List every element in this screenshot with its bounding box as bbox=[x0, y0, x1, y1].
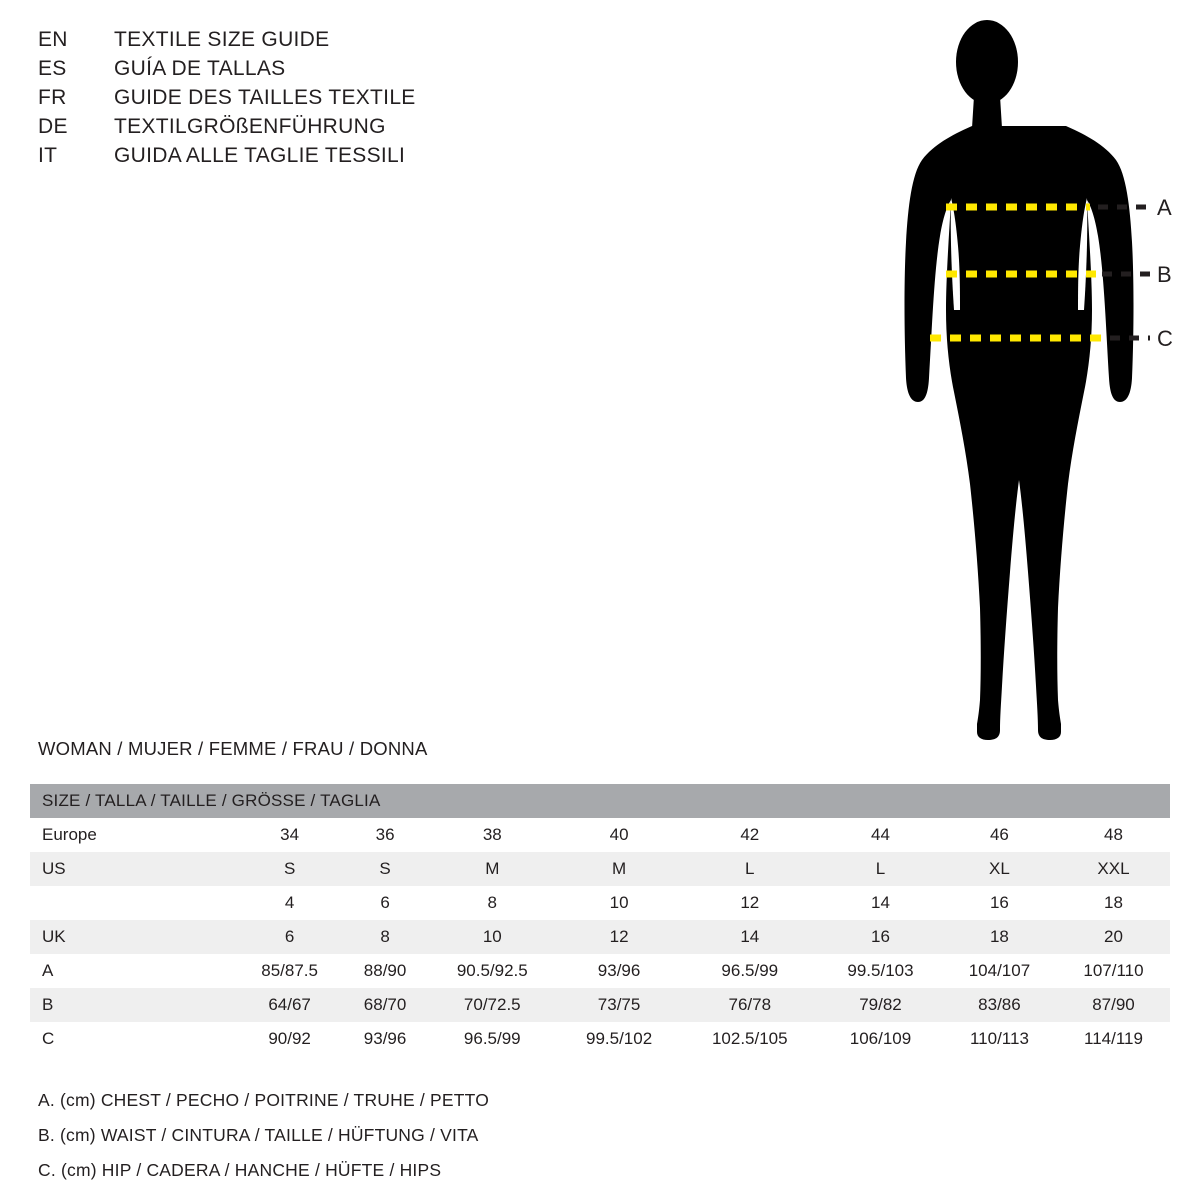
section-caption-woman: WOMAN / MUJER / FEMME / FRAU / DONNA bbox=[38, 738, 428, 759]
cell: XL bbox=[989, 859, 1010, 878]
cell: 42 bbox=[740, 825, 760, 844]
title-text-fr: GUIDE DES TAILLES TEXTILE bbox=[114, 86, 416, 109]
table-row bbox=[30, 818, 1170, 852]
cell: 64/67 bbox=[268, 995, 311, 1014]
table-row bbox=[30, 988, 1170, 1022]
cell: 93/96 bbox=[597, 961, 641, 980]
cell: 114/119 bbox=[1084, 1029, 1143, 1048]
cell: 99.5/103 bbox=[847, 961, 914, 980]
title-text-it: GUIDA ALLE TAGLIE TESSILI bbox=[114, 144, 406, 167]
cell: 34 bbox=[280, 825, 300, 844]
cell: 104/107 bbox=[968, 961, 1031, 980]
cell: 48 bbox=[1104, 825, 1123, 844]
cell: 36 bbox=[375, 825, 395, 844]
body-figure-diagram bbox=[850, 10, 1190, 750]
cell: 38 bbox=[482, 825, 502, 844]
cell: 90.5/92.5 bbox=[456, 961, 528, 980]
marker-label-c: C bbox=[1157, 326, 1173, 351]
row-label-us-numeric bbox=[30, 886, 236, 920]
marker-label-b: B bbox=[1157, 262, 1172, 287]
cell: 14 bbox=[740, 927, 760, 946]
table-row bbox=[30, 920, 1170, 954]
cell: 107/110 bbox=[1083, 961, 1144, 980]
cell: 18 bbox=[1104, 893, 1123, 912]
title-row-it bbox=[38, 144, 558, 168]
cell: 6 bbox=[284, 927, 295, 946]
title-row-en bbox=[38, 28, 558, 52]
cell: 8 bbox=[380, 927, 390, 946]
cell: 16 bbox=[871, 927, 890, 946]
cell: 106/109 bbox=[849, 1029, 912, 1048]
cell: 10 bbox=[482, 927, 502, 946]
cell: 20 bbox=[1104, 927, 1123, 946]
cell: S bbox=[379, 859, 391, 878]
row-label-b: B bbox=[42, 995, 54, 1014]
title-row-de bbox=[38, 115, 558, 139]
row-label-uk: UK bbox=[42, 927, 66, 946]
cell: 46 bbox=[989, 825, 1009, 844]
cell: 87/90 bbox=[1092, 995, 1135, 1014]
cell: 4 bbox=[284, 893, 295, 912]
cell: 110/113 bbox=[969, 1029, 1029, 1048]
marker-label-a: A bbox=[1157, 195, 1172, 220]
cell: 18 bbox=[989, 927, 1009, 946]
title-text-es: GUÍA DE TALLAS bbox=[114, 57, 286, 80]
female-body-silhouette-icon bbox=[850, 10, 1190, 750]
language-code-es: ES bbox=[38, 57, 67, 80]
cell: 83/86 bbox=[978, 995, 1021, 1014]
row-label-us: US bbox=[42, 859, 66, 878]
cell: 85/87.5 bbox=[261, 961, 318, 980]
legend-item-a: A. (cm) CHEST / PECHO / POITRINE / TRUHE / PETTO bbox=[38, 1090, 490, 1110]
row-label-europe: Europe bbox=[42, 825, 97, 844]
table-header-label: SIZE / TALLA / TAILLE / GRÖSSE / TAGLIA bbox=[42, 791, 381, 810]
legend-item-b: B. (cm) WAIST / CINTURA / TAILLE / HÜFTUNG / VITA bbox=[38, 1125, 479, 1145]
cell: 6 bbox=[380, 893, 390, 912]
measurement-legend bbox=[38, 1090, 489, 1195]
cell: 10 bbox=[609, 893, 629, 912]
cell: 8 bbox=[487, 893, 498, 912]
cell: 93/96 bbox=[363, 1029, 407, 1048]
language-code-de: DE bbox=[38, 115, 68, 138]
cell: 12 bbox=[609, 927, 629, 946]
language-code-it: IT bbox=[38, 144, 58, 167]
cell: 14 bbox=[871, 893, 890, 912]
size-table bbox=[30, 784, 1170, 1056]
row-label-c: C bbox=[42, 1029, 55, 1048]
cell: 90/92 bbox=[268, 1029, 311, 1048]
cell: M bbox=[611, 859, 627, 878]
cell: L bbox=[745, 859, 755, 878]
cell: L bbox=[875, 859, 886, 878]
cell: 88/90 bbox=[363, 961, 407, 980]
cell: M bbox=[485, 859, 500, 878]
cell: S bbox=[283, 859, 296, 878]
cell: 73/75 bbox=[597, 995, 641, 1014]
title-row-es bbox=[38, 57, 558, 81]
cell: 68/70 bbox=[363, 995, 407, 1014]
cell: 99.5/102 bbox=[585, 1029, 653, 1048]
cell: 79/82 bbox=[859, 995, 902, 1014]
cell: 102.5/105 bbox=[711, 1029, 788, 1048]
row-label-a: A bbox=[42, 961, 54, 980]
cell: 16 bbox=[989, 893, 1009, 912]
title-block bbox=[38, 28, 558, 173]
cell: 96.5/99 bbox=[463, 1029, 521, 1048]
cell: XXL bbox=[1097, 859, 1130, 878]
legend-item-c: C. (cm) HIP / CADERA / HANCHE / HÜFTE / HIPS bbox=[38, 1160, 442, 1180]
language-code-fr: FR bbox=[38, 86, 67, 109]
title-row-fr bbox=[38, 86, 558, 110]
cell: 12 bbox=[740, 893, 760, 912]
table-row bbox=[30, 852, 1170, 886]
cell: 40 bbox=[609, 825, 629, 844]
title-text-en: TEXTILE SIZE GUIDE bbox=[114, 28, 330, 51]
language-code-en: EN bbox=[38, 28, 68, 51]
cell: 70/72.5 bbox=[463, 995, 521, 1014]
table-row bbox=[30, 886, 1170, 920]
table-row bbox=[30, 954, 1170, 988]
table-row bbox=[30, 1022, 1170, 1056]
title-text-de: TEXTILGRÖßENFÜHRUNG bbox=[114, 115, 386, 138]
cell: 44 bbox=[871, 825, 890, 844]
cell: 76/78 bbox=[728, 995, 772, 1014]
cell: 96.5/99 bbox=[721, 961, 779, 980]
table-header-row bbox=[30, 784, 1170, 818]
